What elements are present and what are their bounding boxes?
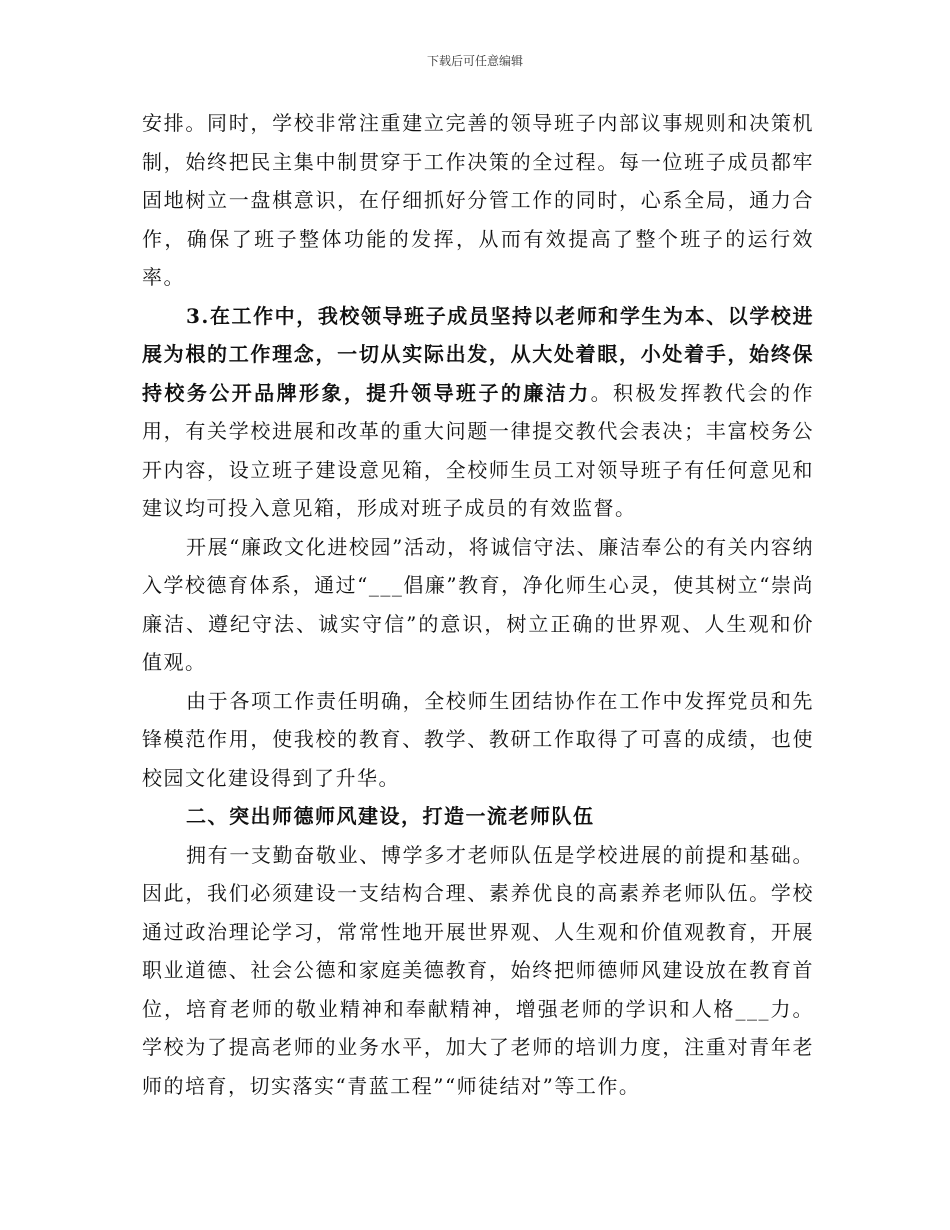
paragraph-2 — [142, 297, 814, 528]
paragraph-2-bold-lead: 3.在工作中，我校领导班子成员坚持以老师和学生为本、以学校进展为根的工作理念，一切从实际出发，从大处着眼，小处着手，始终保持校务公开品牌形象，提升领导班子的廉洁力 — [142, 303, 814, 405]
paragraph-2-text: 。积极发挥教代会的作用，有关学校进展和改革的重大问题一律提交教代会表决；丰富校务公开内容，设立班子建设意见箱，全校师生员工对领导班子有任何意见和建议均可投入意见箱，形成对班子成员的有效监督。 — [142, 380, 815, 520]
page-header: 下载后可任意编辑 — [426, 54, 523, 68]
paragraph-6-text: 拥有一支勤奋敬业、博学多才老师队伍是学校进展的前提和基础。因此，我们必须建设一支结构合理、素养优良的高素养老师队伍。学校通过政治理论学习，常常性地开展世界观、人生观和价值观教育，开展职业道德、社会公德和家庭美德教育，始终把师德师风建设放在教育首位，培育老师的敬业精神和奉献精神，增强老师的学识和人格___力。学校为了提高老师的业务水平，加大了老师的培训力度，注重对青年老师的培育，切实落实“青蓝工程”“师徒结对”等工作。 — [142, 842, 814, 1098]
paragraph-1-text: 安排。同时，学校非常注重建立完善的领导班子内部议事规则和决策机制，始终把民主集中制贯穿于工作决策的全过程。每一位班子成员都牢固地树立一盘棋意识，在仔细抓好分管工作的同时，心系全局，通力合作，确保了班子整体功能的发挥，从而有效提高了整个班子的运行效率。 — [142, 111, 814, 289]
paragraph-3-text: 开展“廉政文化进校园”活动，将诚信守法、廉洁奉公的有关内容纳入学校德育体系，通过“___倡廉”教育，净化师生心灵，使其树立“崇尚廉洁、遵纪守法、诚实守信”的意识，树立正确的世界观、人生观和价值观。 — [142, 534, 814, 674]
paragraph-3 — [142, 528, 814, 682]
paragraph-4 — [142, 682, 814, 798]
document-body — [142, 104, 814, 1105]
section-heading — [142, 797, 814, 836]
paragraph-1 — [142, 104, 814, 297]
paragraph-6 — [142, 836, 814, 1106]
paragraph-4-text: 由于各项工作责任明确，全校师生团结协作在工作中发挥党员和先锋模范作用，使我校的教育、教学、教研工作取得了可喜的成绩，也使校园文化建设得到了升华。 — [142, 688, 814, 790]
section-heading-text: 二、突出师德师风建设，打造一流老师队伍 — [186, 804, 595, 828]
